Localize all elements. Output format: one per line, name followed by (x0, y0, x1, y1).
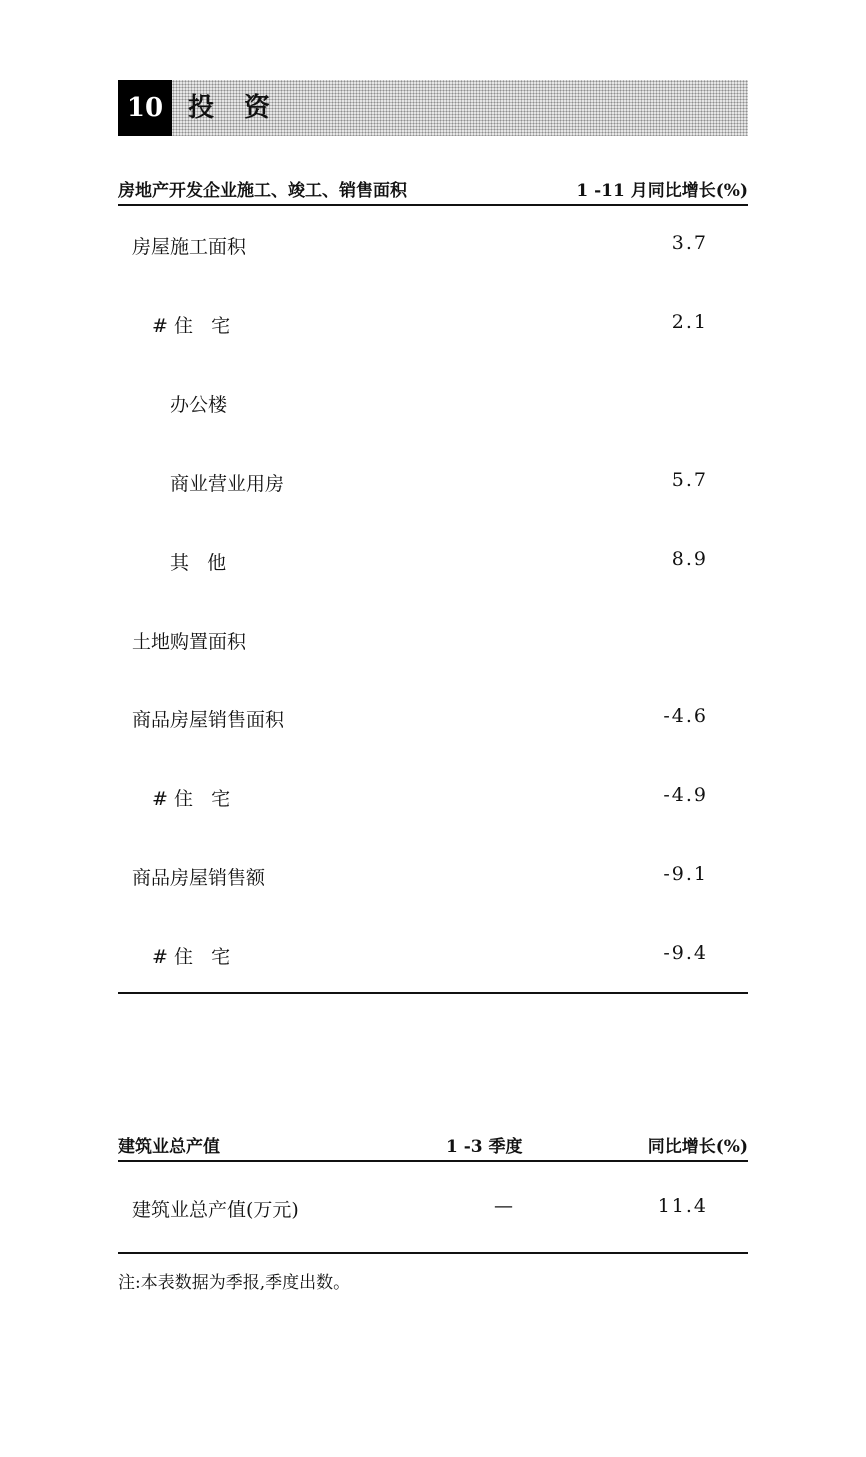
row-label: 其 他 (170, 552, 227, 574)
table2-bottom-rule (118, 1252, 748, 1254)
table-row (118, 548, 748, 578)
table-row (118, 705, 748, 735)
row-label: 房屋施工面积 (132, 236, 247, 258)
row-label: 建筑业总产值(万元) (132, 1199, 299, 1221)
table1-header-left: 房地产开发企业施工、竣工、销售面积 (118, 181, 407, 201)
table-row (118, 390, 748, 420)
row-value: 2.1 (671, 311, 708, 333)
row-value: 11.4 (657, 1195, 708, 1217)
row-value: 8.9 (671, 548, 708, 570)
table2-header-right: 同比增长(%) (647, 1137, 748, 1157)
table2-header-left: 建筑业总产值 (118, 1137, 220, 1157)
table1-header-right: 1 -11 月同比增长(%) (576, 181, 748, 201)
table1-header-rule (118, 204, 748, 206)
row-label: 办公楼 (170, 394, 228, 416)
table2-header-rule (118, 1160, 748, 1162)
chapter-number: 10 (118, 80, 172, 136)
footnote: 注:本表数据为季报,季度出数。 (118, 1273, 351, 1293)
row-value: 3.7 (671, 232, 708, 254)
row-label: 商品房屋销售额 (132, 867, 266, 889)
row-value: -4.9 (663, 784, 708, 806)
table-row (118, 863, 748, 893)
row-value: -9.1 (663, 863, 708, 885)
table-row (118, 1195, 748, 1225)
table-row (118, 232, 748, 262)
table-row (118, 469, 748, 499)
row-value: -9.4 (663, 942, 708, 964)
row-label: 商业营业用房 (170, 473, 285, 495)
table2-header-mid: 1 -3 季度 (446, 1137, 523, 1157)
table-row (118, 311, 748, 341)
row-value: 5.7 (671, 469, 708, 491)
table-row (118, 784, 748, 814)
table-row (118, 627, 748, 657)
row-mid-value: — (494, 1195, 513, 1217)
row-label: # 住 宅 (152, 788, 231, 810)
table-row (118, 942, 748, 972)
table1-bottom-rule (118, 992, 748, 994)
row-label: # 住 宅 (152, 946, 231, 968)
row-label: 土地购置面积 (132, 631, 247, 653)
row-label: # 住 宅 (152, 315, 231, 337)
row-value: -4.6 (663, 705, 708, 727)
chapter-title: 投资 (188, 93, 301, 123)
row-label: 商品房屋销售面积 (132, 709, 285, 731)
